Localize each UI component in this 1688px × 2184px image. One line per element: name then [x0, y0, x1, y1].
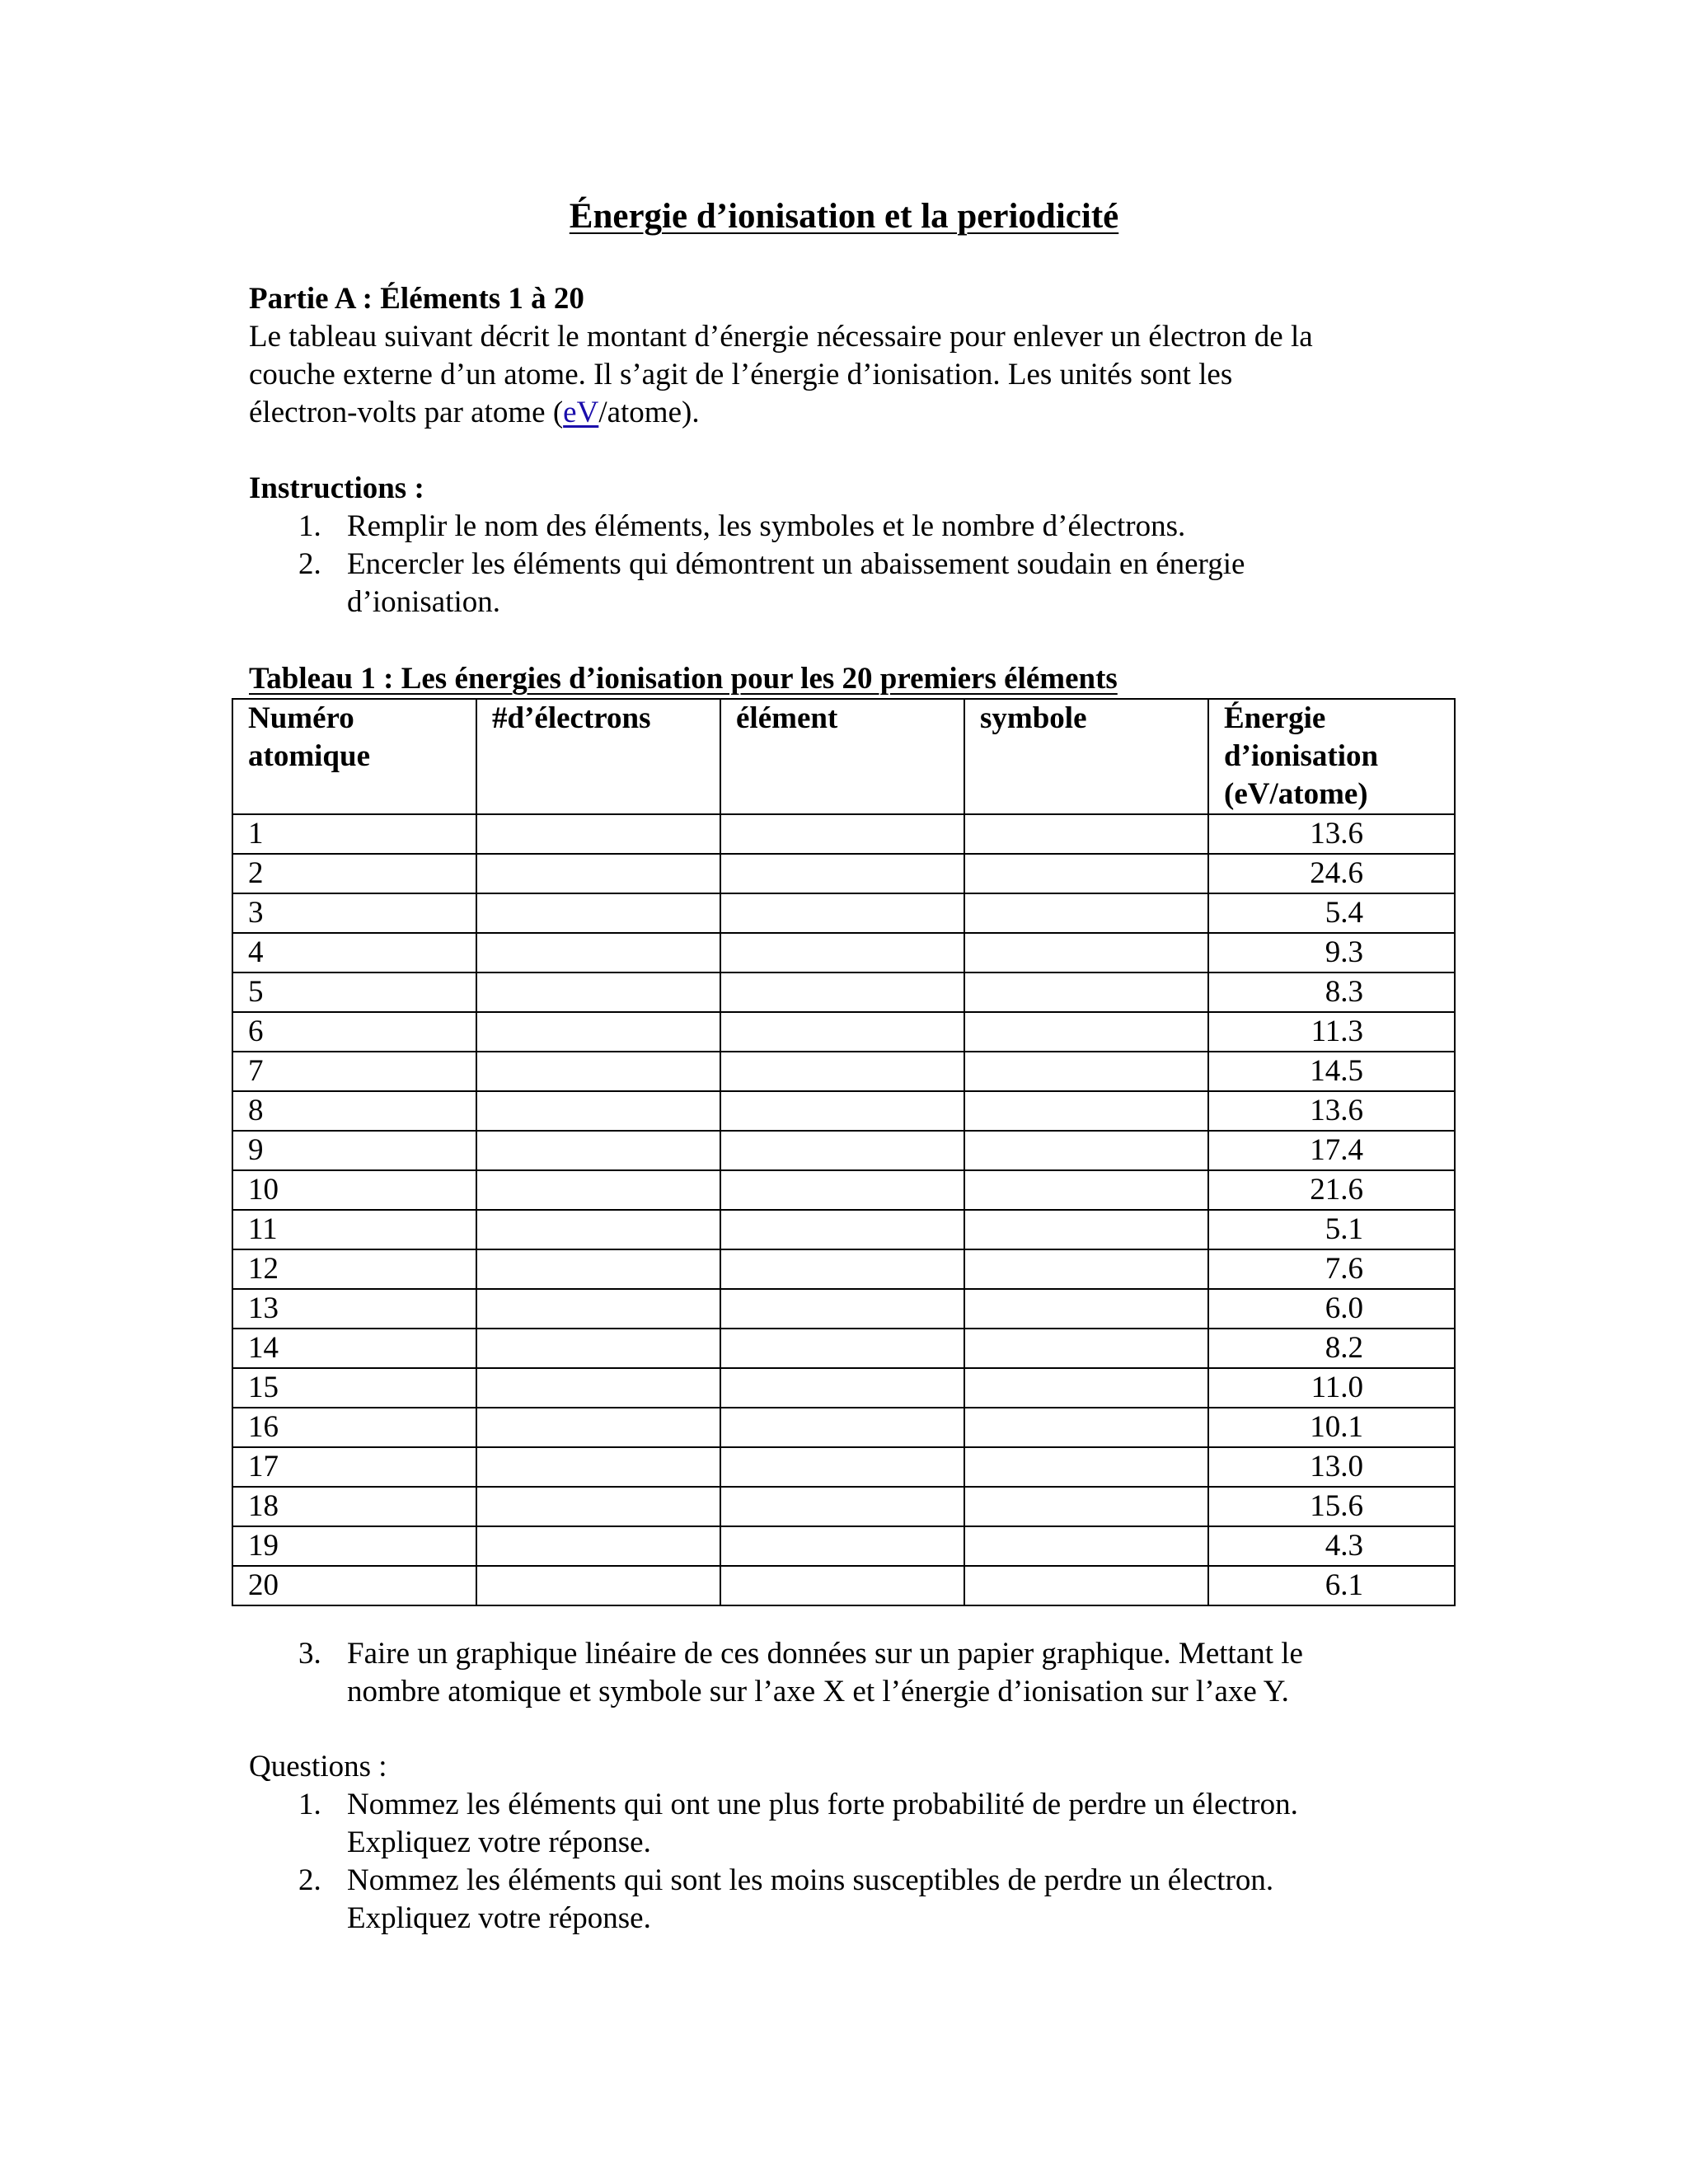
table-row — [232, 1408, 1455, 1447]
header-electrons — [476, 699, 720, 814]
cell-energy: 8.3 — [1208, 972, 1455, 1012]
table-row — [232, 1091, 1455, 1131]
table-row — [232, 1249, 1455, 1289]
cell-energy: 10.1 — [1208, 1408, 1455, 1447]
cell-energy: 5.1 — [1208, 1210, 1455, 1249]
cell-element[interactable] — [720, 1447, 964, 1487]
cell-energy: 5.4 — [1208, 893, 1455, 933]
table-row — [232, 1487, 1455, 1526]
cell-atomic-number: 2 — [232, 854, 476, 893]
cell-electrons[interactable] — [476, 1052, 720, 1091]
cell-symbol[interactable] — [964, 1210, 1208, 1249]
intro-line-3 — [249, 394, 1485, 432]
intro-line-3-pre: électron-volts par atome ( — [249, 396, 564, 429]
cell-element[interactable] — [720, 1329, 964, 1368]
table-row — [232, 1566, 1455, 1605]
cell-electrons[interactable] — [476, 1447, 720, 1487]
cell-energy: 4.3 — [1208, 1526, 1455, 1566]
cell-element[interactable] — [720, 854, 964, 893]
cell-symbol[interactable] — [964, 1289, 1208, 1329]
cell-electrons[interactable] — [476, 1408, 720, 1447]
cell-element[interactable] — [720, 1052, 964, 1091]
cell-symbol[interactable] — [964, 1447, 1208, 1487]
cell-symbol[interactable] — [964, 1091, 1208, 1131]
table-caption: Tableau 1 : Les énergies d’ionisation pour les 20 premiers éléments — [249, 662, 1118, 696]
cell-electrons[interactable] — [476, 1131, 720, 1170]
table-row — [232, 1052, 1455, 1091]
instruction-item-1 — [249, 508, 1485, 546]
table-row — [232, 1210, 1455, 1249]
cell-electrons[interactable] — [476, 1091, 720, 1131]
cell-energy: 8.2 — [1208, 1329, 1455, 1368]
cell-symbol[interactable] — [964, 1012, 1208, 1052]
cell-element[interactable] — [720, 933, 964, 972]
table-row — [232, 1447, 1455, 1487]
question-item-1 — [249, 1786, 1485, 1862]
instruction-line: Encercler les éléments qui démontrent un abaissement soudain en énergie — [347, 547, 1245, 581]
instructions-list — [249, 508, 1485, 621]
cell-symbol[interactable] — [964, 1170, 1208, 1210]
cell-energy: 6.1 — [1208, 1566, 1455, 1605]
table-row — [232, 1329, 1455, 1368]
question-number: 2. — [298, 1863, 321, 1897]
instruction-number: 3. — [298, 1637, 321, 1671]
document-title: Énergie d’ionisation et la periodicité — [569, 197, 1119, 236]
cell-electrons[interactable] — [476, 1210, 720, 1249]
table-row — [232, 1131, 1455, 1170]
part-a-heading: Partie A : Éléments 1 à 20 — [249, 282, 584, 316]
cell-energy: 15.6 — [1208, 1487, 1455, 1526]
cell-electrons[interactable] — [476, 1368, 720, 1408]
cell-element[interactable] — [720, 1368, 964, 1408]
cell-atomic-number: 5 — [232, 972, 476, 1012]
ev-link[interactable]: eV — [563, 396, 599, 429]
cell-element[interactable] — [720, 1526, 964, 1566]
header-text: d’ionisation — [1224, 739, 1379, 773]
cell-atomic-number: 9 — [232, 1131, 476, 1170]
cell-energy: 11.3 — [1208, 1012, 1455, 1052]
cell-symbol[interactable] — [964, 1368, 1208, 1408]
header-text: Énergie — [1224, 701, 1326, 735]
table-row — [232, 1289, 1455, 1329]
cell-atomic-number: 11 — [232, 1210, 476, 1249]
cell-element[interactable] — [720, 1487, 964, 1526]
table-row — [232, 972, 1455, 1012]
cell-electrons[interactable] — [476, 933, 720, 972]
instruction-line: nombre atomique et symbole sur l’axe X et l’énergie d’ionisation sur l’axe Y. — [347, 1675, 1289, 1708]
header-text: atomique — [248, 739, 370, 773]
intro-line-1: Le tableau suivant décrit le montant d’énergie nécessaire pour enlever un électron de la — [249, 320, 1313, 354]
cell-electrons[interactable] — [476, 1329, 720, 1368]
cell-element[interactable] — [720, 1131, 964, 1170]
cell-symbol[interactable] — [964, 1408, 1208, 1447]
cell-energy: 13.6 — [1208, 1091, 1455, 1131]
table-row — [232, 1368, 1455, 1408]
cell-electrons[interactable] — [476, 1012, 720, 1052]
header-element — [720, 699, 964, 814]
cell-symbol[interactable] — [964, 814, 1208, 854]
cell-symbol[interactable] — [964, 1487, 1208, 1526]
cell-symbol[interactable] — [964, 1249, 1208, 1289]
table-header-row — [232, 699, 1455, 814]
cell-energy: 21.6 — [1208, 1170, 1455, 1210]
instructions-heading: Instructions : — [249, 471, 424, 505]
cell-atomic-number: 12 — [232, 1249, 476, 1289]
question-item-2 — [249, 1862, 1485, 1938]
cell-symbol[interactable] — [964, 972, 1208, 1012]
part-a-section — [249, 280, 1485, 432]
cell-atomic-number: 20 — [232, 1566, 476, 1605]
cell-electrons[interactable] — [476, 814, 720, 854]
cell-atomic-number: 18 — [232, 1487, 476, 1526]
question-line: Nommez les éléments qui sont les moins susceptibles de perdre un électron. — [347, 1863, 1274, 1897]
instruction-line: Remplir le nom des éléments, les symboles et le nombre d’électrons. — [347, 509, 1186, 543]
header-text: élément — [736, 701, 838, 735]
table-row — [232, 1526, 1455, 1566]
header-energy — [1208, 699, 1455, 814]
cell-element[interactable] — [720, 1091, 964, 1131]
step-3 — [249, 1635, 1485, 1711]
cell-electrons[interactable] — [476, 1487, 720, 1526]
cell-element[interactable] — [720, 814, 964, 854]
questions-heading: Questions : — [249, 1750, 387, 1783]
cell-electrons[interactable] — [476, 1526, 720, 1566]
intro-line-3-post: /atome). — [598, 396, 700, 429]
questions-list — [249, 1786, 1485, 1938]
cell-element[interactable] — [720, 1012, 964, 1052]
cell-electrons[interactable] — [476, 854, 720, 893]
cell-symbol[interactable] — [964, 854, 1208, 893]
cell-atomic-number: 4 — [232, 933, 476, 972]
ionization-table — [232, 698, 1456, 1606]
instruction-line: d’ionisation. — [347, 585, 501, 619]
cell-symbol[interactable] — [964, 1329, 1208, 1368]
cell-atomic-number: 15 — [232, 1368, 476, 1408]
cell-electrons[interactable] — [476, 1170, 720, 1210]
cell-energy: 13.6 — [1208, 814, 1455, 854]
question-number: 1. — [298, 1788, 321, 1821]
cell-element[interactable] — [720, 972, 964, 1012]
cell-atomic-number: 3 — [232, 893, 476, 933]
header-symbol — [964, 699, 1208, 814]
cell-energy: 11.0 — [1208, 1368, 1455, 1408]
cell-electrons[interactable] — [476, 1249, 720, 1289]
table-row — [232, 1170, 1455, 1210]
cell-element[interactable] — [720, 1289, 964, 1329]
cell-element[interactable] — [720, 1210, 964, 1249]
header-text: (eV/atome) — [1224, 777, 1368, 811]
cell-atomic-number: 7 — [232, 1052, 476, 1091]
cell-atomic-number: 1 — [232, 814, 476, 854]
cell-atomic-number: 8 — [232, 1091, 476, 1131]
cell-atomic-number: 19 — [232, 1526, 476, 1566]
cell-energy: 9.3 — [1208, 933, 1455, 972]
cell-element[interactable] — [720, 1170, 964, 1210]
cell-atomic-number: 14 — [232, 1329, 476, 1368]
header-text: symbole — [980, 701, 1087, 735]
cell-energy: 14.5 — [1208, 1052, 1455, 1091]
cell-energy: 13.0 — [1208, 1447, 1455, 1487]
table-row — [232, 893, 1455, 933]
cell-electrons[interactable] — [476, 893, 720, 933]
question-line: Expliquez votre réponse. — [347, 1901, 651, 1935]
table-row — [232, 1012, 1455, 1052]
cell-element[interactable] — [720, 1566, 964, 1605]
header-text: Numéro — [248, 701, 354, 735]
header-text: #d’électrons — [492, 701, 651, 735]
cell-atomic-number: 16 — [232, 1408, 476, 1447]
cell-symbol[interactable] — [964, 1526, 1208, 1566]
instruction-number: 2. — [298, 547, 321, 581]
table-row — [232, 854, 1455, 893]
instruction-item-3 — [249, 1635, 1485, 1711]
cell-energy: 6.0 — [1208, 1289, 1455, 1329]
cell-energy: 17.4 — [1208, 1131, 1455, 1170]
cell-symbol[interactable] — [964, 893, 1208, 933]
cell-energy: 7.6 — [1208, 1249, 1455, 1289]
cell-electrons[interactable] — [476, 1566, 720, 1605]
cell-symbol[interactable] — [964, 1131, 1208, 1170]
cell-electrons[interactable] — [476, 1289, 720, 1329]
table-row — [232, 933, 1455, 972]
cell-symbol[interactable] — [964, 933, 1208, 972]
cell-element[interactable] — [720, 1249, 964, 1289]
cell-electrons[interactable] — [476, 972, 720, 1012]
cell-energy: 24.6 — [1208, 854, 1455, 893]
question-line: Nommez les éléments qui ont une plus forte probabilité de perdre un électron. — [347, 1788, 1298, 1821]
cell-symbol[interactable] — [964, 1052, 1208, 1091]
table-row — [232, 814, 1455, 854]
header-atomic-number — [232, 699, 476, 814]
cell-element[interactable] — [720, 893, 964, 933]
intro-line-2: couche externe d’un atome. Il s’agit de l’énergie d’ionisation. Les unités sont les — [249, 358, 1233, 391]
cell-symbol[interactable] — [964, 1566, 1208, 1605]
instruction-item-2 — [249, 546, 1485, 621]
instruction-line: Faire un graphique linéaire de ces données sur un papier graphique. Mettant le — [347, 1637, 1303, 1671]
cell-atomic-number: 10 — [232, 1170, 476, 1210]
cell-element[interactable] — [720, 1408, 964, 1447]
cell-atomic-number: 13 — [232, 1289, 476, 1329]
cell-atomic-number: 6 — [232, 1012, 476, 1052]
instruction-number: 1. — [298, 509, 321, 543]
cell-atomic-number: 17 — [232, 1447, 476, 1487]
question-line: Expliquez votre réponse. — [347, 1825, 651, 1859]
